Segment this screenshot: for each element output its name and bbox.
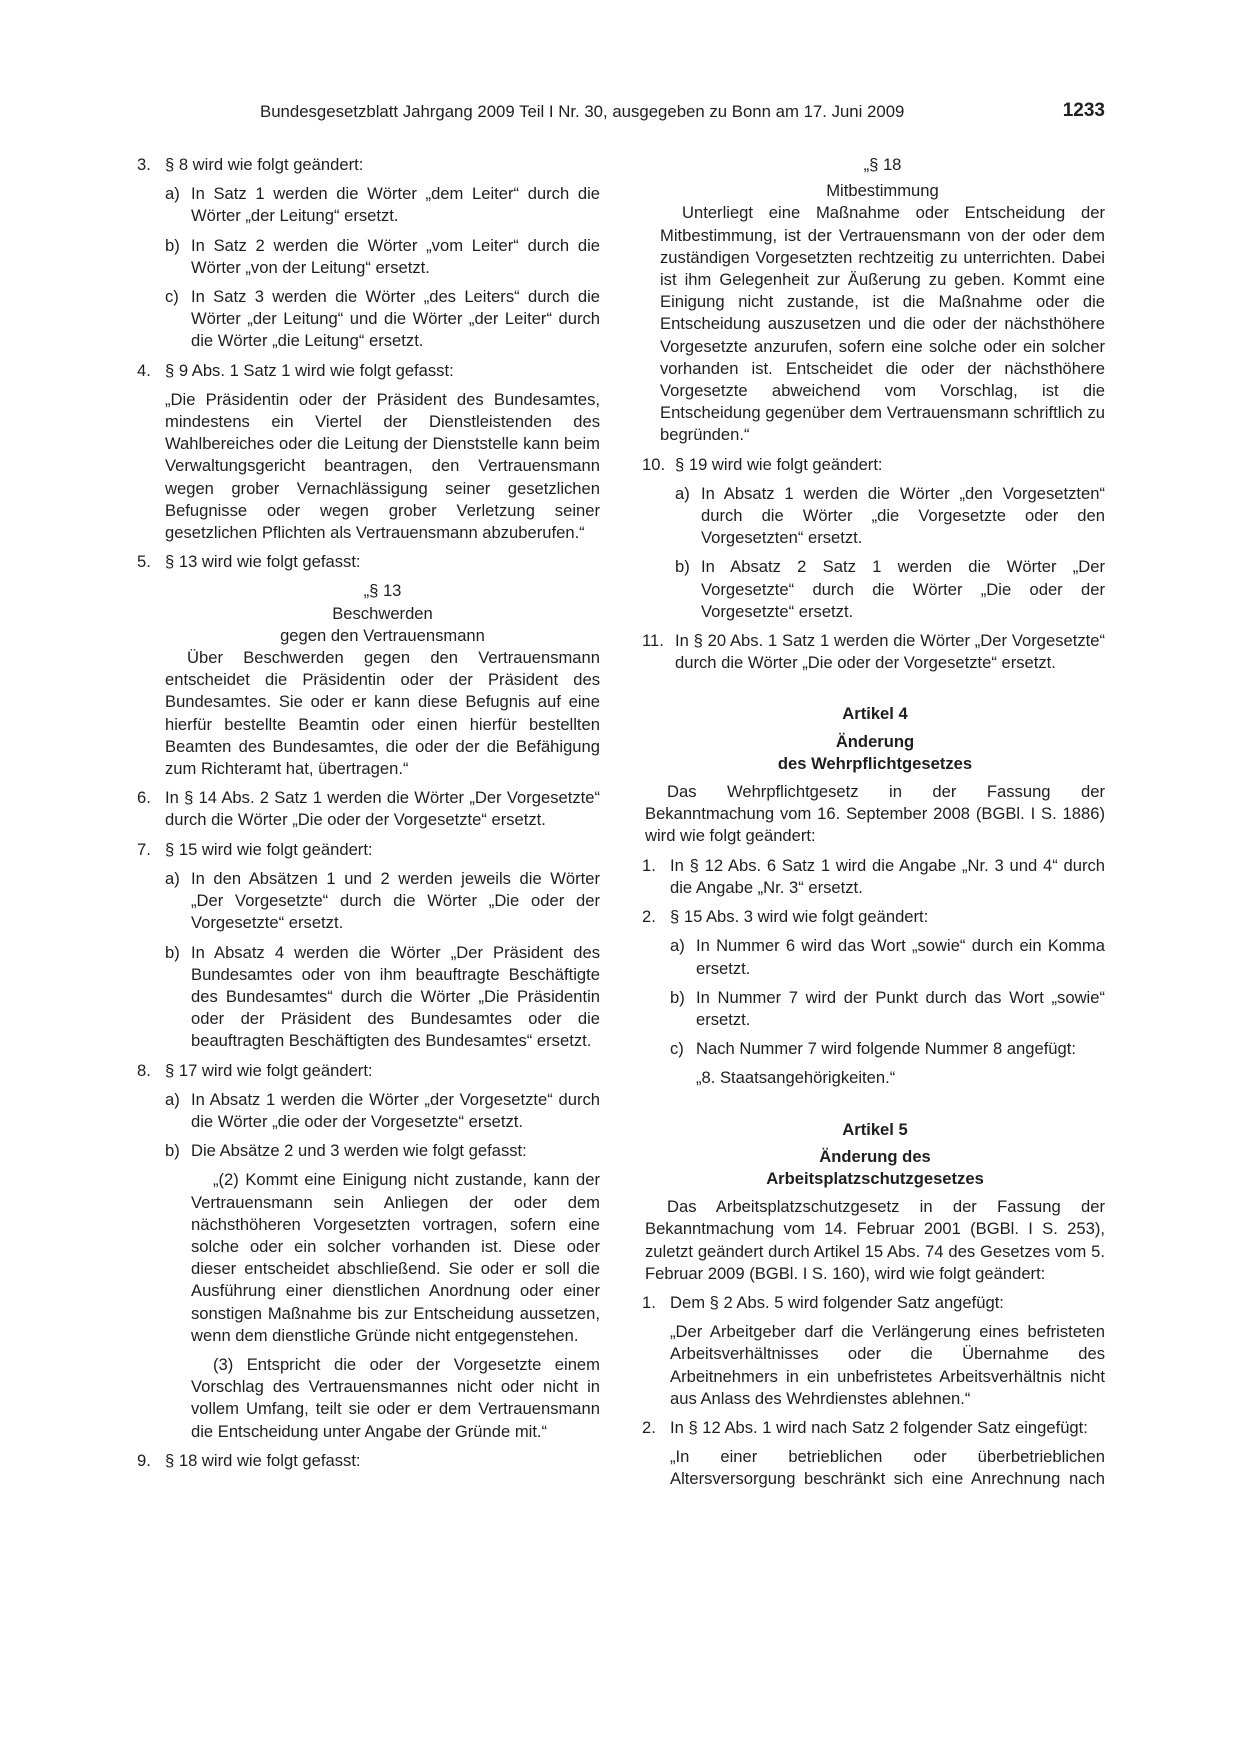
gazette-title: Bundesgesetzblatt Jahrgang 2009 Teil I Nr. 30, ausgegeben zu Bonn am 17. Juni 2009	[260, 102, 905, 121]
sub-item: b) Die Absätze 2 und 3 werden wie folgt gefasst:	[165, 1141, 527, 1161]
article-5-heading	[645, 1119, 1105, 1191]
article-title: Arbeitsplatzschutzgesetzes	[766, 1168, 984, 1188]
article-intro: Das Arbeitsplatzschutzgesetz in der Fassung der Bekanntmachung vom 14. Februar 2001 (BGBl. I S. 253), zuletzt geändert durch Artikel 15 Abs. 74 des Gesetzes vom 5. Februar 2009 (BGBl. I S. 160), wird wie folgt geändert:	[645, 1197, 1105, 1283]
article-title: Änderung	[835, 731, 915, 751]
section-13-block	[165, 580, 600, 780]
section-heading: gegen den Vertrauensmann	[280, 625, 485, 645]
left-column	[137, 154, 600, 1479]
sub-item: b) In Absatz 4 werden die Wörter „Der Präsident des Bundesamtes oder von ihm beauftragte Beschäftigte des Bundesamtes“ durch die Wörter „Die Präsidentin oder der Präsident des Bundesamtes oder die beauftragten Beschäftigten des Bundesamtes“ ersetzt.	[165, 942, 600, 1051]
sub-item: a) In Absatz 1 werden die Wörter „der Vorgesetzte“ durch die Wörter „die oder der Vorgesetzte“ ersetzt.	[165, 1089, 600, 1131]
list-item: 3. § 8 wird wie folgt geändert:	[137, 155, 364, 174]
quoted-text: (3) Entspricht die oder der Vorgesetzte einem Vorschlag des Vertrauensmannes nicht oder nicht in vollem Umfang, teilt sie oder er dem Vertrauensmann die Entscheidung unter Angabe der Gründe mit.“	[191, 1354, 600, 1441]
section-text: Über Beschwerden gegen den Vertrauensmann entscheidet die Präsidentin oder der Präsident des Bundesamtes. Sie oder er kann diese Befugnis auf eine hierfür bestellte Beamtin oder einen hierfür bestellten Beamten des Bundesamtes, die oder der die Befähigung zum Richteramt hat, übertragen.“	[165, 648, 600, 779]
list-item: 9. § 18 wird wie folgt gefasst:	[137, 1450, 361, 1470]
list-item: 6. In § 14 Abs. 2 Satz 1 werden die Wörter „Der Vorgesetzte“ durch die Wörter „Die oder der Vorgesetzte“ ersetzt.	[137, 788, 600, 830]
article-title: Änderung des	[819, 1146, 931, 1166]
quoted-text: „(2) Kommt eine Einigung nicht zustande, kann der Vertrauensmann sein Anliegen der oder dem nächsthöheren Vorgesetzten vortragen, sofern eine solche oder ein solcher vorhanden ist. Diese oder dieser entscheidet abschließend. Sie oder er soll die Ausführung einer dienstlichen Anordnung oder einer sonstigen Maßnahme bis zur Entscheidung aussetzen, wenn dem dienstliche Gründe nicht entgegenstehen.	[191, 1170, 600, 1345]
sub-item: a) In Absatz 1 werden die Wörter „den Vorgesetzten“ durch die Wörter „die Vorgesetzte oder den Vorgesetzten“ ersetzt.	[675, 483, 1105, 548]
quoted-text: „8. Staatsangehörigkeiten.“	[696, 1068, 896, 1088]
sub-item: b) In Nummer 7 wird der Punkt durch das Wort „sowie“ ersetzt.	[670, 987, 1105, 1029]
list-item: 10. § 19 wird wie folgt geändert:	[642, 454, 883, 474]
sub-item: a) In den Absätzen 1 und 2 werden jeweils die Wörter „Der Vorgesetzte“ durch die Wörter „Die oder der Vorgesetzte“ ersetzt.	[165, 868, 600, 933]
sub-item: c) Nach Nummer 7 wird folgende Nummer 8 angefügt:	[670, 1039, 1076, 1059]
list-item: 4. § 9 Abs. 1 Satz 1 wird wie folgt gefasst:	[137, 360, 454, 380]
article-label: Artikel 5	[842, 1119, 908, 1139]
page-number: 1233	[1062, 100, 1105, 121]
list-item: 8. § 17 wird wie folgt geändert:	[137, 1060, 373, 1080]
sub-item: c) In Satz 3 werden die Wörter „des Leiters“ durch die Wörter „der Leitung“ und die Wörter „der Leiter“ durch die Wörter „die Leitung“ ersetzt.	[165, 287, 600, 351]
list-item: 2. § 15 Abs. 3 wird wie folgt geändert:	[642, 907, 929, 927]
list-item: 5. § 13 wird wie folgt gefasst:	[137, 552, 361, 572]
section-title: „§ 18	[863, 155, 902, 174]
article-4-heading	[645, 703, 1105, 775]
article-label: Artikel 4	[842, 704, 908, 724]
right-column	[642, 154, 1105, 1498]
quoted-text: „Die Präsidentin oder der Präsident des Bundesamtes, mindestens ein Viertel der Dienstleistenden des Wahlbereiches oder die Leitung der Dienststelle kann beim Verwaltungsgericht beantragen, den Vertrauensmann wegen grober Vernachlässigung seiner gesetzlichen Befugnisse oder wegen grober Verletzung seiner gesetzlichen Pflichten als Vertrauensmann abzuberufen.“	[165, 389, 600, 543]
sub-item: b) In Absatz 2 Satz 1 werden die Wörter „Der Vorgesetzte“ durch die Wörter „Die oder der Vorgesetzte“ ersetzt.	[675, 557, 1105, 621]
sub-item: a) In Satz 1 werden die Wörter „dem Leiter“ durch die Wörter „der Leitung“ ersetzt.	[165, 184, 600, 226]
article-title: des Wehrpflichtgesetzes	[777, 753, 973, 773]
list-item: 2. In § 12 Abs. 1 wird nach Satz 2 folgender Satz eingefügt:	[642, 1417, 1088, 1437]
section-heading: Mitbestimmung	[826, 181, 939, 201]
quoted-text: „In einer betrieblichen oder überbetrieblichen Altersversorgung beschränkt sich eine Anrechnung nach	[670, 1447, 1105, 1489]
list-item: 11. In § 20 Abs. 1 Satz 1 werden die Wörter „Der Vorgesetzte“ durch die Wörter „Die oder der Vorgesetzte“ ersetzt.	[642, 631, 1105, 673]
sub-item: b) In Satz 2 werden die Wörter „vom Leiter“ durch die Wörter „von der Leitung“ ersetzt.	[165, 235, 600, 277]
article-intro: Das Wehrpflichtgesetz in der Fassung der Bekanntmachung vom 16. September 2008 (BGBl. I S. 1886) wird wie folgt geändert:	[645, 782, 1105, 846]
list-item: 1. Dem § 2 Abs. 5 wird folgender Satz angefügt:	[642, 1292, 1004, 1312]
section-18-block	[660, 154, 1105, 447]
sub-item: a) In Nummer 6 wird das Wort „sowie“ durch ein Komma ersetzt.	[670, 936, 1105, 978]
section-heading: Beschwerden	[332, 603, 433, 623]
section-text: Unterliegt eine Maßnahme oder Entscheidung der Mitbestimmung, ist der Vertrauensmann von der oder dem zuständigen Vorgesetzten rechtzeitig zu unterrichten. Dabei ist ihm Gelegenheit zur Äußerung zu geben. Kommt eine Einigung nicht zustande, ist die Maßnahme oder die Entscheidung auszusetzen und die oder der nächsthöhere Vorgesetzte anzurufen, sofern eine solche oder ein solcher vorhanden ist. Entscheidet die oder der nächsthöhere Vorgesetzte abweichend vom Vorschlag, ist die Entscheidung gegenüber dem Vertrauensmann schriftlich zu begründen.“	[660, 203, 1105, 445]
section-title: „§ 13	[363, 581, 402, 601]
quoted-text: „Der Arbeitgeber darf die Verlängerung eines befristeten Arbeitsverhältnisses oder die Übernahme des Arbeitnehmers in ein unbefristetes Arbeitsverhältnis nicht aus Anlass des Wehrdienstes ablehnen.“	[670, 1322, 1105, 1408]
page-header	[140, 101, 1105, 127]
list-item: 7. § 15 wird wie folgt geändert:	[137, 839, 373, 859]
list-item: 1. In § 12 Abs. 6 Satz 1 wird die Angabe „Nr. 3 und 4“ durch die Angabe „Nr. 3“ ersetzt.	[642, 855, 1105, 897]
